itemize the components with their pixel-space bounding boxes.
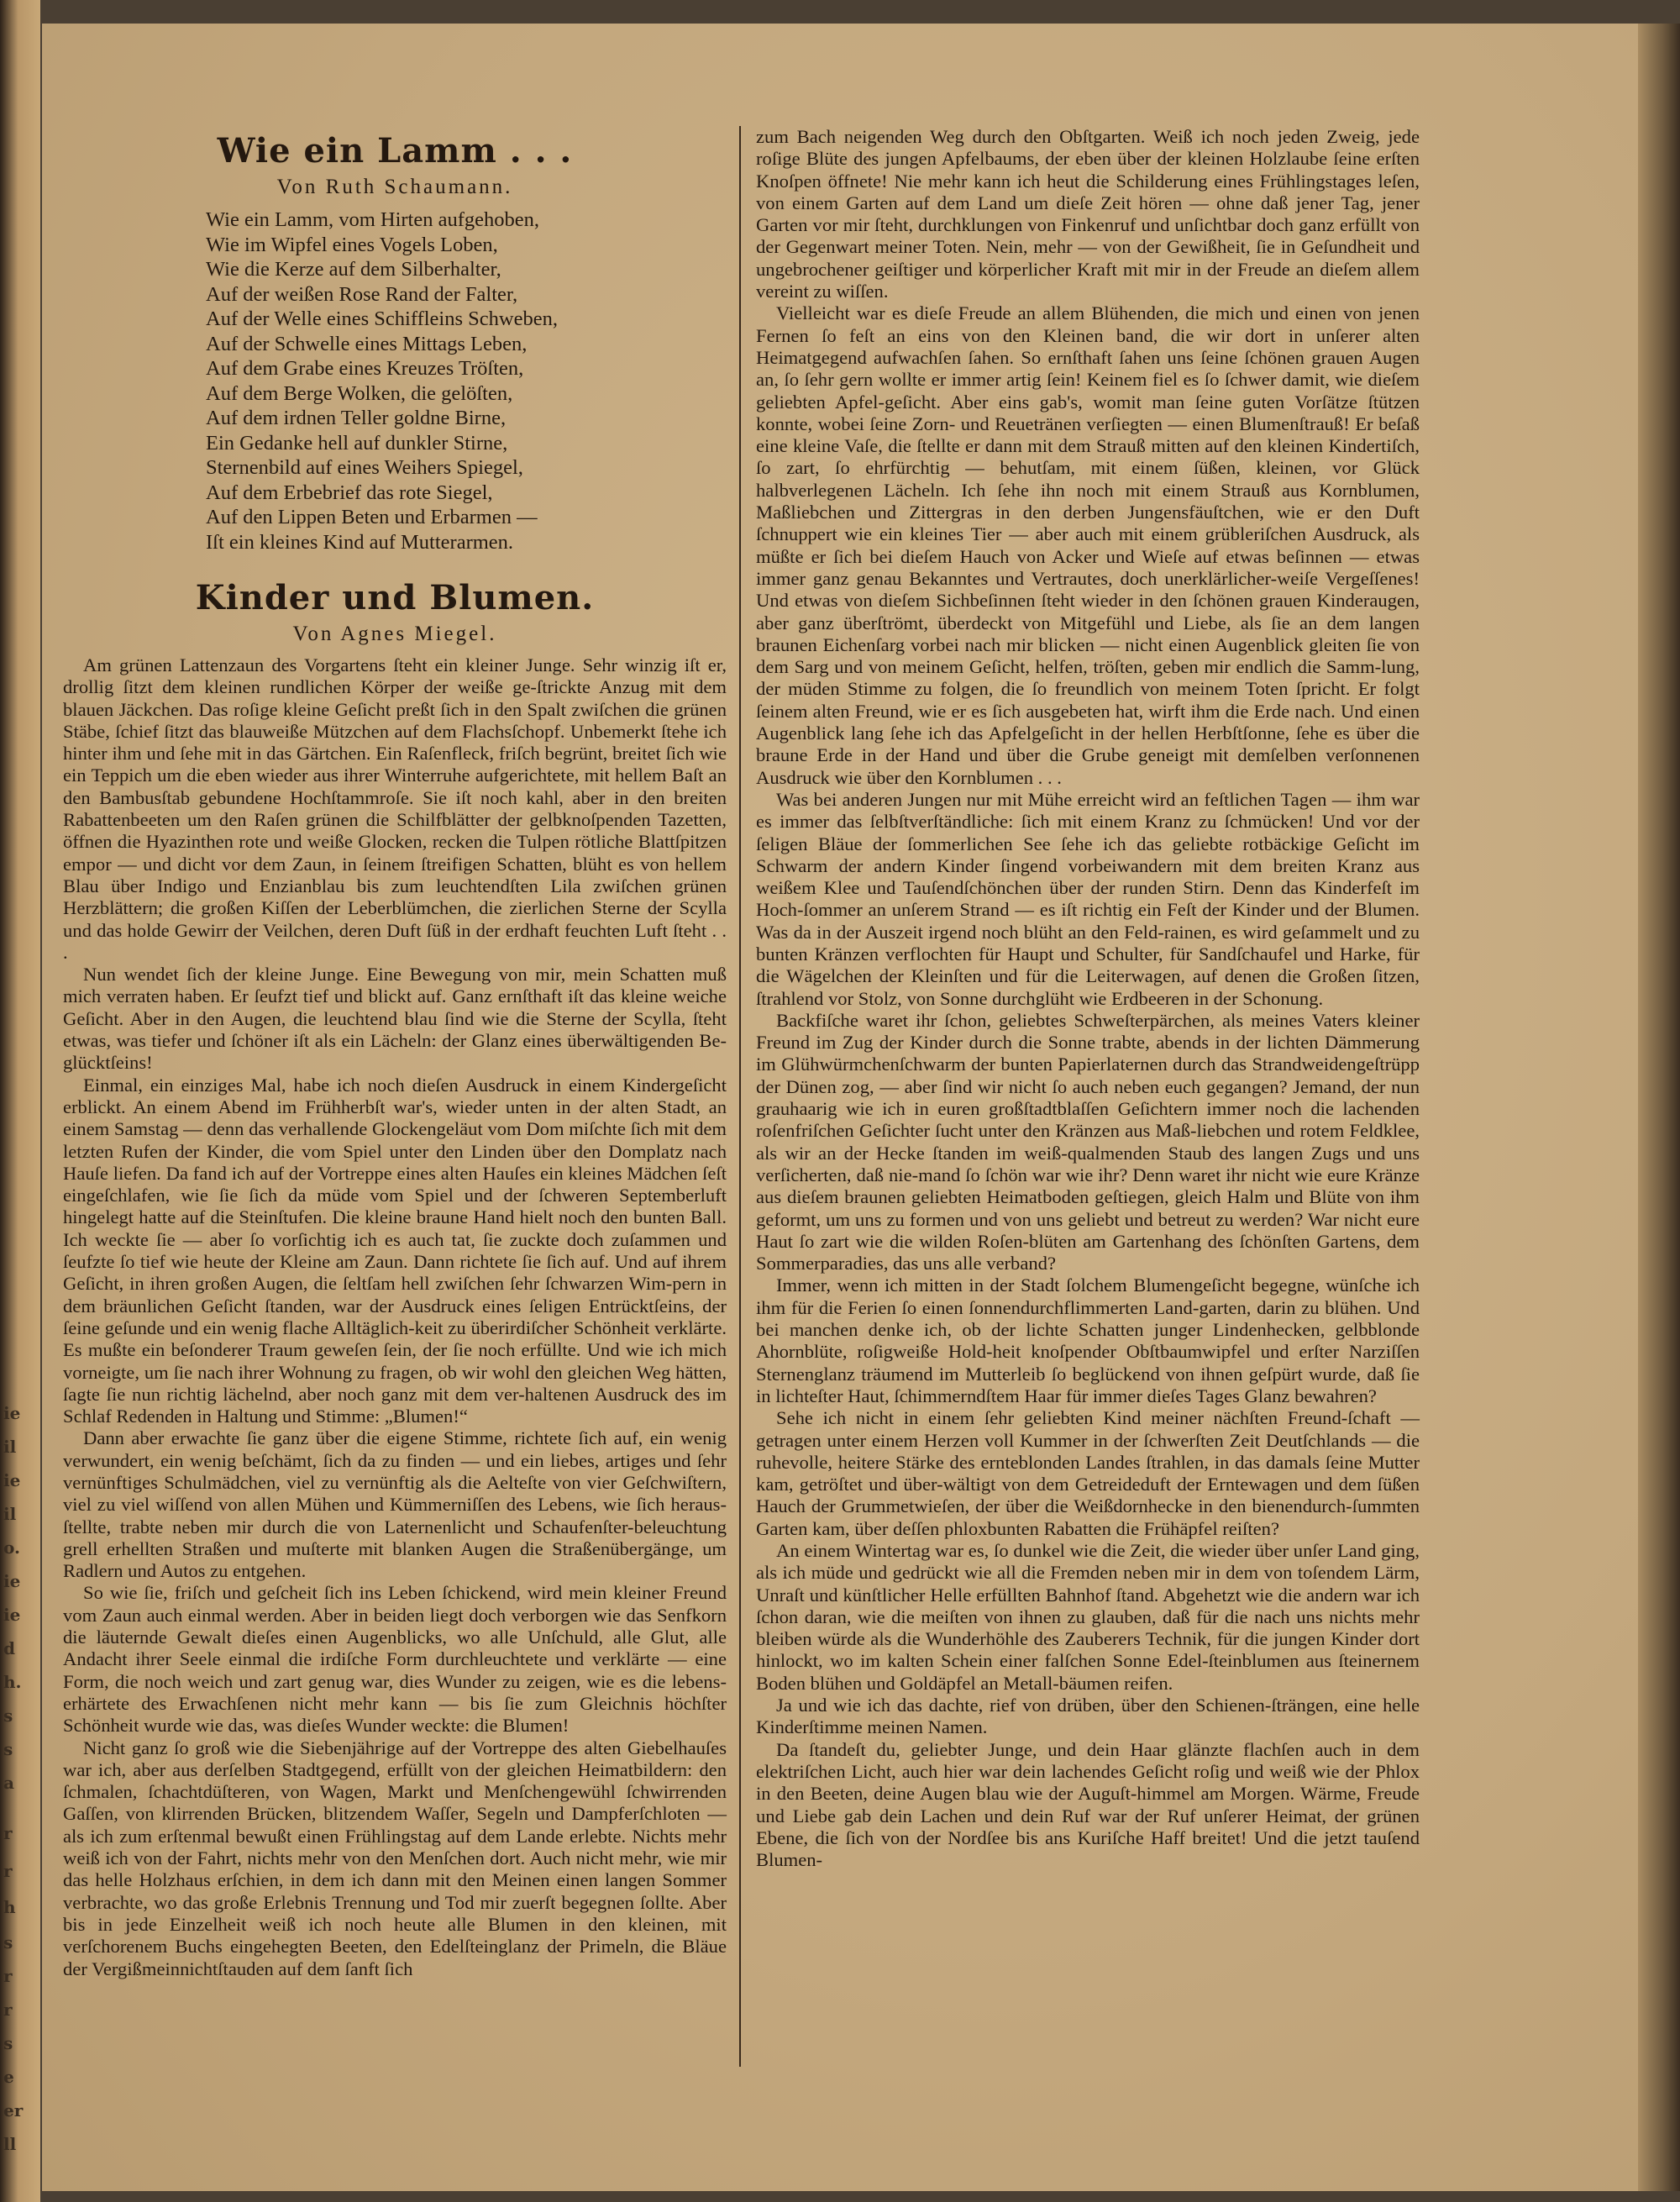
story-paragraph: Nicht ganz ſo groß wie die Siebenjährige auf der Vortreppe des alten Giebelhauſes war ich, aber aus derſelben Stadtgegend, erfüllt von der gleichen Heimatbildern: den ſchmalen, ſchachtdüſteren, von Wagen, Markt und Menſchengewühl ſchwirrenden Gaſſen, von klirrenden Brücken, blitzendem Waſſer, Segeln und Dampferſchloten — als ich zum erſtenmal bewußt einen Frühlingstag auf dem Lande erlebte. Nichts mehr weiß ich von der Fahrt, nichts mehr von den Menſchen dort. Auch nicht mehr, wie mir das helle Holzhaus erſchien, in dem ich dann mit den Meinen einen langen Sommer verbrachte, wo das große Erlebnis Trennung und Tod mir zuerſt begegnen ſollte. Aber bis in jede Einzelheit weiß ich noch heute alle Blumen in den kleinen, mit verſchorenem Buchs eingehegten Beeten, den Edelſteinglanz der Primeln, die Bläue der Vergißmeinnichtſtauden auf dem ſanft ſich — [63, 1737, 727, 1979]
story-paragraph: Was bei anderen Jungen nur mit Mühe erreicht wird an feſtlichen Tagen — ihm war es immer das ſelbſtverſtändliche: ſich mit einem Kranz zu ſchmücken! Und vor der ſeligen Bläue der ſommerlichen See ſehe ich das geliebte rotbäckige Geſicht im Schwarm der andern Kinder ſingend vorbeiwandern mit dem breiten Kranz aus weißem Klee und Tauſendſchönchen über der runden Stirn. Denn das Kinderfeſt im Hoch-ſommer an unſerem Strand — es iſt richtig ein Feſt der Kinder und der Blumen. Was da in der Auszeit irgend noch blüht an den Feld-rainen, es wird geſammelt und zu bunten Kränzen verflochten für Haupt und Schulter, für Sandſchaufel und Harke, für die Wägelchen der Kleinſten und für die Leiterwagen, auf denen die Großen ſitzen, ſtrahlend vor Stolz, von Sonne durchglüht wie Erdbeeren in der Schonung. — [756, 788, 1420, 1009]
margin-fragment: s — [3, 1705, 13, 1726]
story-paragraph: zum Bach neigenden Weg durch den Obſtgarten. Weiß ich noch jeden Zweig, jede roſige Blüte des jungen Apfelbaums, der eben über der kleinen Holzlaube ſeine erſten Knoſpen öffnete! Nie mehr kann ich heut die Schilderung eines Frühlingstages leſen, von einem Garten auf dem Land um dieſe Zeit hören — ohne daß jener Tag, jener Garten vor mir ſteht, durchklungen von Finkenruf und unſichtbar doch ganz erfüllt von der Gegenwart meiner Toten. Nein, mehr — von der Gewißheit, ſie in Geſundheit und ungebrochener geiſtiger und körperlicher Kraft mit mir in der Freude an dieſem allem vereint zu wiſſen. — [756, 126, 1420, 302]
margin-fragment: o. — [3, 1537, 20, 1558]
poem-line: Ein Gedanke hell auf dunkler Stirne, — [206, 431, 508, 455]
story-paragraph: An einem Wintertag war es, ſo dunkel wie die Zeit, die wieder über unſer Land ging, als ich müde und gedrückt wie all die Fremden neben mir in dem von toſendem Lärm, Unraſt und künſtlicher Helle erfüllten Bahnhof ſtand. Abgehetzt wie die andern war ich ſchon daran, wie die meiſten von ihnen zu glauben, daß für die nach uns nichts mehr bleiben würde als die Wunderhöhle des Zauberers Technik, für die jungen Kinder dort hinlockt, wo im kalten Schein einer falſchen Sonne Edel-ſteinblumen aus ſteinernem Boden blühen und Goldäpfel an Metall-bäumen reifen. — [756, 1540, 1420, 1694]
poem-line: Auf den Lippen Beten und Erbarmen — — [206, 506, 538, 528]
poem-line: Sternenbild auf eines Weihers Spiegel, — [206, 456, 523, 479]
margin-fragment: ie — [3, 1571, 21, 1591]
margin-fragment: r — [3, 2000, 13, 2020]
story-paragraph: Dann aber erwachte ſie ganz über die eigene Stimme, richtete ſich auf, ein wenig verwundert, ein wenig beſchämt, ſich da zu finden — und ein liebes, artiges und ſehr vernünftiges Schulmädchen, viel zu vernünftig als die Aelteſte von vier Geſchwiſtern, viel zu viel wiſſend von allen Mühen und Kümmerniſſen des Lebens, wie ſich heraus-ſtellte, trabte neben mir durch die von Laternenlicht und Schaufenſter-beleuchtung grell erhellten Straßen und muſterte mit blanken Augen die Straßenübergänge, um Radlern und Autos zu entgehen. — [63, 1427, 727, 1582]
poem-line: Auf der Schwelle eines Mittags Leben, — [206, 332, 528, 355]
margin-fragment: ie — [3, 1470, 21, 1490]
poem-line: Auf dem Erbebrief das rote Siegel, — [206, 481, 493, 504]
story-paragraph: So wie ſie, friſch und geſcheit ſich ins Leben ſchickend, wird mein kleiner Freund vom Zaun auch einmal werden. Aber in beiden liegt doch verborgen wie das Senfkorn die läuternde Gewalt dieſes einen Augenblicks, wo alle Unſchuld, alle Glut, alle Andacht ihrer Seele einmal die irdiſche Form durchleuchtete und verklärte — eine Form, die noch weich und zart genug war, dies Wunder zu zeigen, wie es die lebens-erhärtete des Erwachſenen nicht mehr kann — bis ſie zum Gleichnis höchſter Schönheit wurde wie das, was dieſes Wunder weckte: die Blumen! — [63, 1582, 727, 1737]
story-paragraph: Vielleicht war es dieſe Freude an allem Blühenden, die mich und einen von jenen Fernen ſo feſt an eins von den Kleinen band, die wir dort in unſerer alten Heimatgegend aufwachſen ſahen. So ernſthaft ſahen uns ſeine ſchönen grauen Augen an, ſo ſehr gern wollte er immer artig ſein! Keinem fiel es ſo ſchwer damit, wie dieſem geliebten Apfel-geſicht. Aber eins gab's, womit man ſeine guten Vorſätze ſtützen konnte, wobei ſeine Zorn- und Reuetränen verſiegten — einen Blumenſtrauß! Er beſaß eine kleine Vaſe, die ſtellte er dann mit dem Strauß mitten auf den kleinen Kindertiſch, ſo zart, ſo ehrfürchtig — behutſam, mit einem ſüßen, kleinen, vor Glück halbverlegenen Lächeln. Ich ſehe ihn noch mit einem Strauß aus Kornblumen, Maßliebchen und Zittergras in den derben Jungensfäuſtchen, wie er den Duft ſchnuppert wie ein kleines Tier — aber auch mit einem grübleriſchen Ausdruck, als müßte er ſich bei dieſem Hauch von Acker und Wieſe auf etwas beſinnen — etwas immer ganz genau Bekanntes und Vertrautes, doch unerklärlicher-weiſe Vergeſſenes! Und etwas von dieſem Sichbeſinnen ſteht wieder in den ſchönen grauen Kinderaugen, aber ganz überſtrömt, überdeckt von Mitgefühl und Liebe, als ſie an dem langen braunen Eichenſarg vorbei nach mir blicken — nicht einen Augenblick gleiten ſie von dem Sarg und von meinem Geſicht, helfen, tröſten, geben mir endlich die Samm-lung, der müden Stimme zu folgen, die ſo freundlich von meinem Toten ſpricht. Er folgt ſeinem alten Freund, wie er es ſich ausgebeten hat, wirft ihm die Erde nach. Und einen Augenblick lang ſehe ich das Apfelgeſicht in der hellen Herbſtſonne, ſehe es über die braune Erde in der Hand und über die Grube geneigt mit demſelben verſonnenen Ausdruck wie über den Kornblumen . . . — [756, 302, 1420, 788]
margin-fragment: er — [3, 2100, 24, 2121]
poem-line: Iſt ein kleines Kind auf Mutterarmen. — [206, 530, 514, 554]
left-page-edge — [0, 0, 40, 2202]
poem-line: Auf der Welle eines Schiffleins Schweben, — [206, 307, 558, 330]
margin-fragment: ie — [3, 1403, 21, 1423]
poem-line: Auf der weißen Rose Rand der Falter, — [206, 282, 518, 306]
left-column — [63, 101, 727, 1980]
story-paragraph: Ja und wie ich das dachte, rief von drüben, über den Schienen-ſträngen, eine helle Kinderſtimme meinen Namen. — [756, 1695, 1420, 1738]
margin-fragment: r — [3, 1861, 13, 1881]
margin-fragment: il — [3, 1504, 17, 1524]
story-byline: Von Agnes Miegel. — [292, 623, 497, 645]
margin-fragment: d — [3, 1638, 15, 1658]
poem-line: Auf dem irdnen Teller goldne Birne, — [206, 407, 507, 429]
story-paragraph: Am grünen Lattenzaun des Vorgartens ſteht ein kleiner Junge. Sehr winzig iſt er, drollig ſitzt dem kleinen rundlichen Körper der weiße ge-ſtrickte Anzug mit dem blauen Jäckchen. Das roſige kleine Geſicht preßt ſich in den Spalt zwiſchen die grünen Stäbe, ſchief ſitzt das blauweiße Mützchen auf dem Flachsſchopf. Unbemerkt ſtehe ich hinter ihm und ſehe mit in das Gärtchen. Ein Raſenfleck, friſch begrünt, breitet ſich wie ein Teppich um die eben wieder aus ihrer Winterruhe aufgerichtete, mit hellem Baſt an den Bambusſtab gebundene Hochſtammroſe. Sie iſt noch kahl, aber in den breiten Rabattenbeeten um den Raſen grünen die Schilfblätter der gelbknoſpenden Tazetten, öffnen die Hyazinthen rote und weiße Glocken, recken die Tulpen rötliche Blattſpitzen empor — und dicht vor dem Zaun, in ſeinem ſtreifigen Schatten, blüht es von hellem Blau über Indigo und Enzianblau bis zum leuchtendſten Lila zwiſchen grünen Herzblättern; die großen Kiſſen der Leberblümchen, die zierlichen Sterne der Scylla und das holde Gewirr der Veilchen, deren Duft ſüß in der erdhaft feuchten Luft ſteht . . . — [63, 654, 727, 963]
margin-fragment: r — [3, 1823, 13, 1843]
story-title: Kinder und Blumen. — [195, 578, 595, 618]
story-paragraph: Immer, wenn ich mitten in der Stadt ſolchem Blumengeſicht begegne, wünſche ich ihm für die Ferien ſo einen ſonnendurchflimmerten Land-garten, darin zu blühen. Und bei manchen denke ich, ob der lichte Schatten junger Lindenhecken, gelbblonde Ahornblüte, roſigweiße Hold-heit knoſpender Obſtbaumwipfel und erſter Narziſſen Sternenglanz träumend im Mutterleib ſo beglückend von ihnen geſpürt wurde, daß ſie in lichteſter Haut, ſchimmerndſtem Haar für immer dieſes Tages Glanz bewahren? — [756, 1274, 1420, 1406]
margin-fragment: ie — [3, 1605, 21, 1625]
poem-line: Wie im Wipfel eines Vogels Loben, — [206, 233, 498, 256]
margin-fragment: ll — [3, 2134, 17, 2154]
story-paragraph: Sehe ich nicht in einem ſehr geliebten Kind meiner nächſten Freund-ſchaft — getragen unter einem Herzen voll Kummer in der ſchwerſten Zeit Deutſchlands — die ruhevolle, heitere Stärke des ernteblonden Landes ſtrahlen, in das damals ſeine Mutter kam, getröſtet und über-wältigt von dem Getreideduft der Erntewagen und dem ſüßen Hauch der Grummetwieſen, der über die Weißdornhecke in den bienendurch-ſummten Garten kam, über deſſen phloxbunten Rabatten die Frühäpfel reiſten? — [756, 1407, 1420, 1539]
margin-fragment: s — [3, 2033, 13, 2053]
column-divider — [739, 126, 741, 2067]
margin-fragment: s — [3, 1739, 13, 1759]
poem-byline: Von Ruth Schaumann. — [276, 176, 513, 198]
margin-fragment: a — [3, 1773, 14, 1793]
margin-fragment: e — [3, 2067, 14, 2087]
page-stack-edge — [1638, 24, 1680, 2191]
poem-line: Auf dem Berge Wolken, die gelöſten, — [206, 381, 513, 405]
margin-fragment: h. — [3, 1672, 22, 1692]
margin-fragment: h — [3, 1897, 16, 1917]
poem-line: Wie ein Lamm, vom Hirten aufgehoben, — [206, 208, 540, 231]
poem-line: Wie die Kerze auf dem Silberhalter, — [206, 258, 501, 281]
margin-fragment: r — [3, 1966, 13, 1986]
poem-line: Auf dem Grabe eines Kreuzes Tröſten, — [206, 357, 524, 380]
margin-fragment: s — [3, 1932, 13, 1952]
story-paragraph: Da ſtandeſt du, geliebter Junge, und dein Haar glänzte flachſen auch in dem elektriſchen Licht, auch hier war dein lachendes Geſicht roſig und weiß wie der Phlox in den Beeten, deine Augen blau wie der Auguſt-himmel am Morgen. Wärme, Freude und Liebe gab dein Lachen und dein Ruf war der Ruf unſerer Heimat, der grünen Ebene, die ſich von der Nordſee bis ans Kuriſche Haff breitet! Und die jetzt tauſend Blumen- — [756, 1738, 1420, 1871]
margin-fragment: il — [3, 1437, 17, 1457]
poem-body — [206, 208, 727, 554]
story-paragraph: Einmal, ein einziges Mal, habe ich noch dieſen Ausdruck in einem Kindergeſicht erblickt. An einem Abend im Frühherbſt war's, wieder unten in der alten Stadt, an einem Samstag — denn das verhallende Glockengeläut vom Dom miſchte ſich mit dem letzten Rufen der Kinder, die vom Spiel unter den Linden über den Domplatz nach Hauſe liefen. Da fand ich auf der Vortreppe eines alten Hauſes ein kleines Mädchen ſeſt eingeſchlafen, wie ſie ſich da müde vom Spiel und der ſchweren Septemberluft hingelegt hatte auf die Steinſtufen. Die kleine braune Hand hielt noch den bunten Ball. Ich weckte ſie — aber ſo vorſichtig ich es auch tat, ſie zuckte doch zuſammen und ſeufzte ſo tief wie heute der Kleine am Zaun. Dann richtete ſie ſich auf. Und auf ihrem Geſicht, in ihren großen Augen, die ſeltſam hell zwiſchen ſehr ſchwarzen Wim-pern in dem bräunlichen Geſicht ſtanden, war der Ausdruck eines ſeligen Entrücktſeins, der ſeine geſunde und ein wenig flache Alltäglich-keit zu überirdiſcher Schönheit verklärte. Es mußte ein beſonderer Traum geweſen ſein, der ſie noch erfüllte. Und wie ich mich vorneigte, um ſie nach ihrer Wohnung zu fragen, ob wir wohl den gleichen Weg hätten, ſagte ſie nun richtig lächelnd, aber noch ganz mit dem ver-haltenen Ausdruck des im Schlaf Redenden in Haltung und Stimme: „Blumen!“ — [63, 1074, 727, 1427]
story-paragraph: Nun wendet ſich der kleine Junge. Eine Bewegung von mir, mein Schatten muß mich verraten haben. Er ſeufzt tief und blickt auf. Ganz ernſthaft iſt das kleine weiche Geſicht. Aber in den Augen, die leuchtend blau ſind wie die Sterne der Scylla, ſteht etwas, was tiefer und ſchöner iſt als ein Lächeln: der Glanz eines überwältigenden Be-glücktſeins! — [63, 964, 727, 1074]
right-column — [756, 126, 1420, 1871]
poem-title: Wie ein Lamm . . . — [217, 131, 573, 171]
story-paragraph: Backfiſche waret ihr ſchon, geliebtes Schweſterpärchen, als meines Vaters kleiner Freund im Zug der Kinder durch die Sonne trabte, abends in der lichten Dämmerung im Glühwürmchenſchwarm der bunten Papierlaternen durch das Strandweidengeſtrüpp der Dünen zog, — aber ſind wir nicht ſo auch neben euch gegangen? Jemand, der nun grauhaarig wie ich in euren großſtadtblaſſen Geſichtern immer noch die lachenden roſenfriſchen Geſichter ſucht unter den Kränzen aus Maß-liebchen und rotem Feldklee, als wir an der Hecke ſtanden im weiß-qualmenden Staub des langen Zugs und uns verſicherten, daß nie-mand ſo ſchön war wie ihr? Denn waret ihr nicht wie eure Kränze aus dieſem braunen geliebten Heimatboden geſtiegen, gleich Halm und Blüte von ihm geformt, um uns zu formen und von uns geliebt und betreut zu werden? War nicht eure Haut ſo zart wie die wilden Roſen-blüten am Gartenhang des ſchönſten Gartens, dem Sommerparadies, das uns alle verband? — [756, 1009, 1420, 1274]
